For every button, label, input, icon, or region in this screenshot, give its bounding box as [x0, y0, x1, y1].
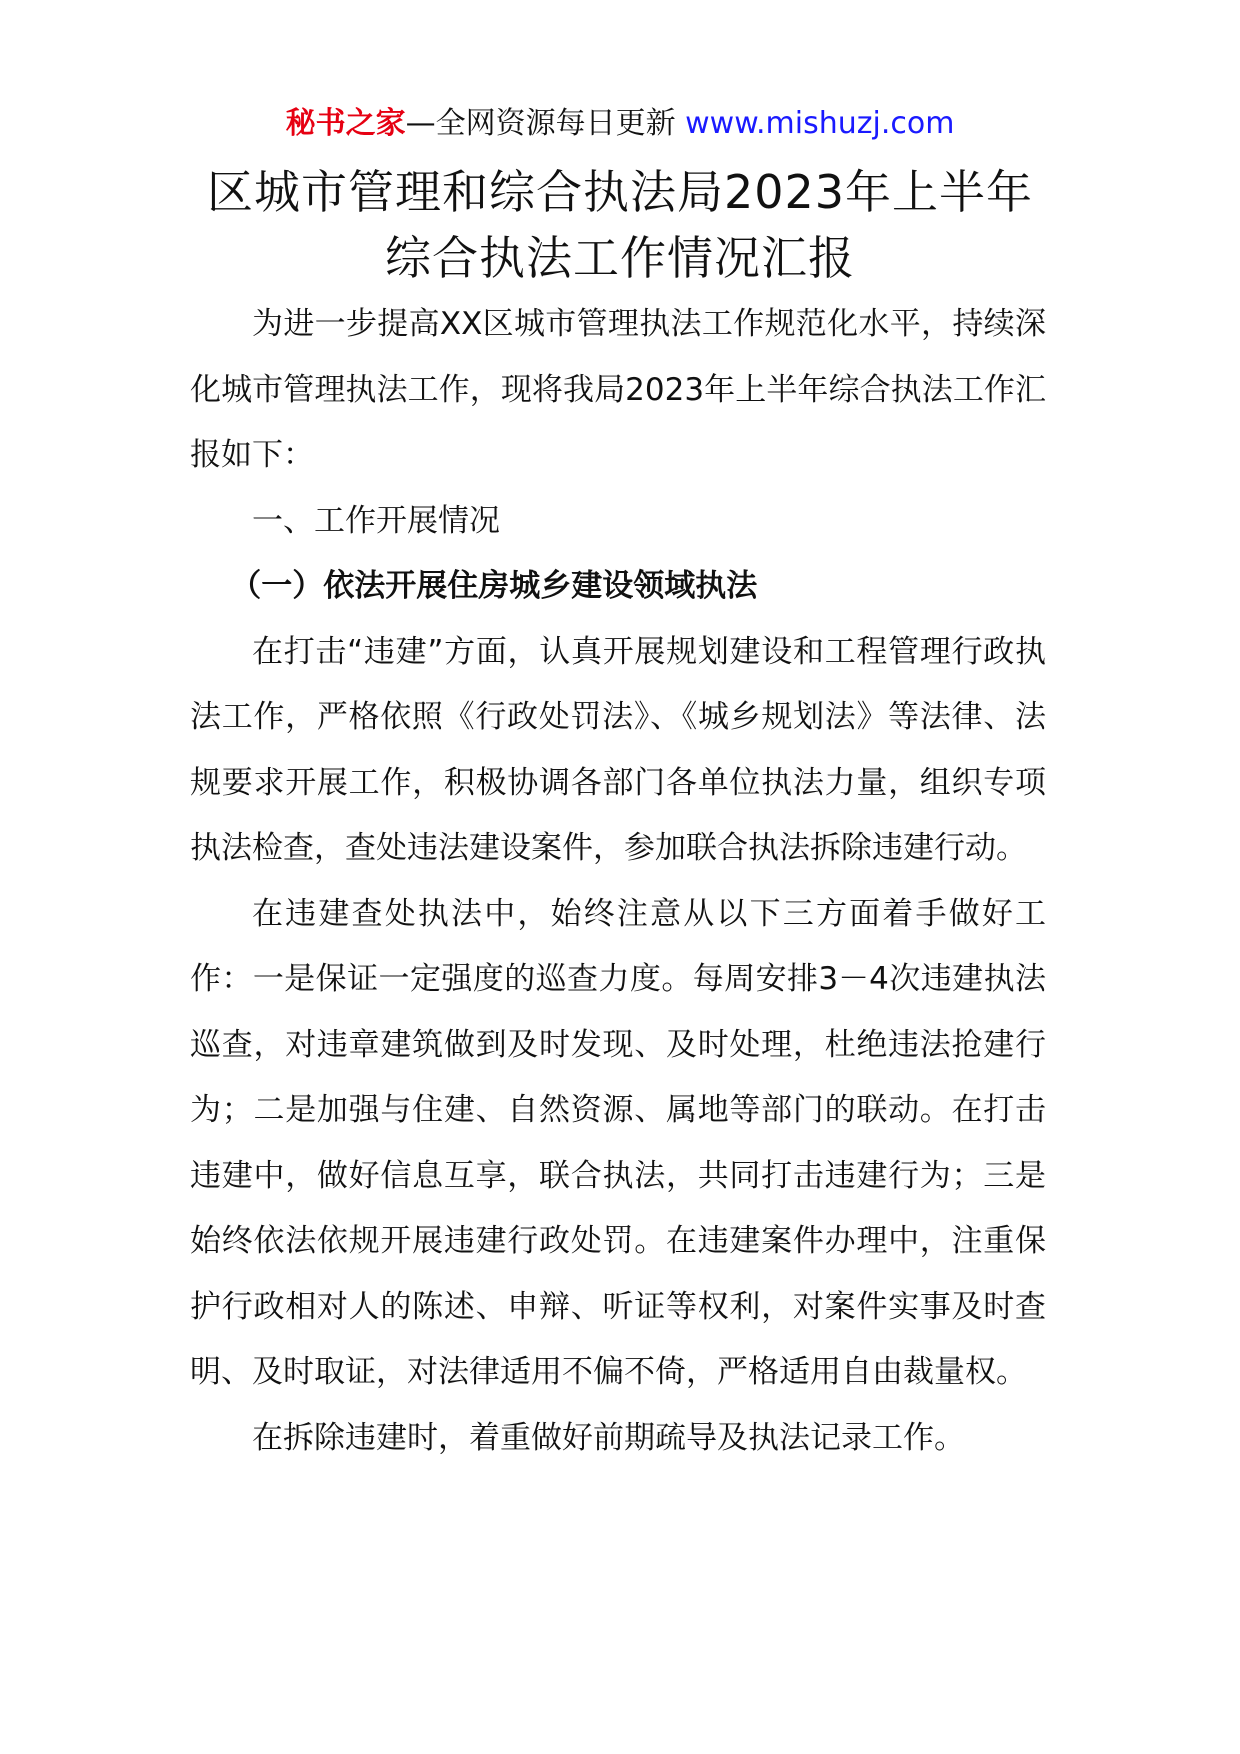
body-paragraph: 在拆除违建时，着重做好前期疏导及执法记录工作。: [252, 1419, 965, 1456]
subsection-heading: （一）依法开展住房城乡建设领域执法: [230, 568, 758, 604]
banner-url-link[interactable]: www.mishuzj.com: [685, 106, 955, 141]
body-paragraph: 在违建查处执法中，始终注意从以下三方面着手做好工作：一是保证一定强度的巡查力度。每周安排3－4次违建执法巡查，对违章建筑做到及时发现、及时处理，杜绝违法抢建行为；二是加强与住建、自然资源、属地等部门的联动。在打击违建中，做好信息互享，联合执法，共同打击违建行为；三是始终依法依规开展违建行政处罚。在违建案件办理中，注重保护行政相对人的陈述、申辩、听证等权利，对案件实事及时查明、及时取证，对法律适用不偏不倚，严格适用自由裁量权。: [190, 895, 1046, 1390]
intro-paragraph: 为进一步提高XX区城市管理执法工作规范化水平，持续深化城市管理执法工作，现将我局2023年上半年综合执法工作汇报如下：: [190, 306, 1046, 473]
document-title-line-2: 综合执法工作情况汇报: [385, 231, 855, 285]
section-heading: 一、工作开展情况: [252, 502, 500, 539]
document-title-line-1: 区城市管理和综合执法局2023年上半年: [206, 165, 1034, 219]
document-body: [190, 292, 1046, 1471]
banner-brand: 秘书之家: [285, 106, 406, 141]
body-paragraph: 在打击“违建”方面，认真开展规划建设和工程管理行政执法工作，严格依照《行政处罚法》、《城乡规划法》等法律、法规要求开展工作，积极协调各部门各单位执法力量，组织专项执法检查，查处违法建设案件，参加联合执法拆除违建行动。: [190, 633, 1046, 866]
banner-slogan: —全网资源每日更新: [405, 106, 676, 141]
site-banner: [0, 104, 1240, 144]
